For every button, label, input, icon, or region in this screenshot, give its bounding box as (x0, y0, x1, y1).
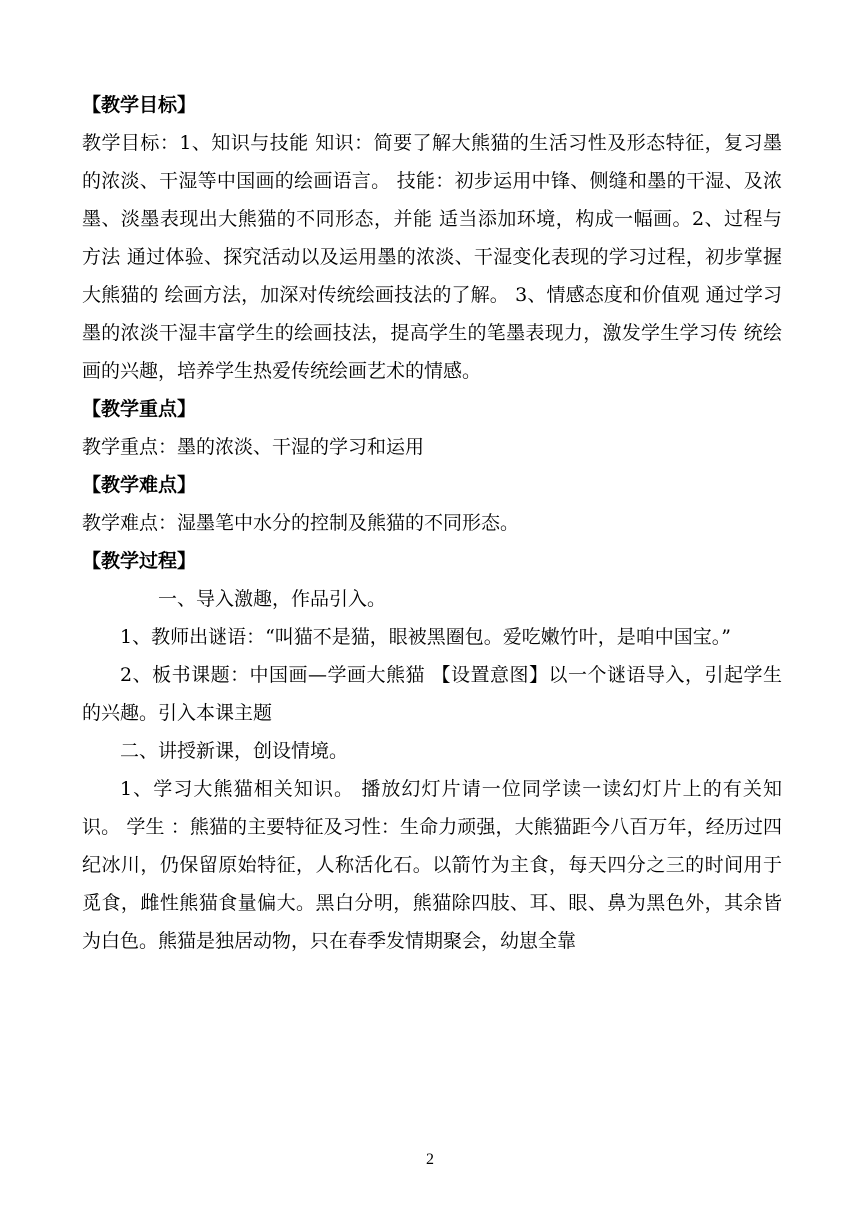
process-step2-item1: 1、学习大熊猫相关知识。 播放幻灯片请一位同学读一读幻灯片上的有关知识。 学生 ：熊猫的主要特征及习性：生命力顽强，大熊猫距今八百万年，经历过四纪冰川，仍保留原始特征，人称活化石。以箭竹为主食，每天四分之三的时间用于觅食，雌性熊猫食量偏大。黑白分明，熊猫除四肢、耳、眼、鼻为黑色外，其余皆为白色。熊猫是独居动物，只在春季发情期聚会，幼崽全靠 (82, 778, 782, 952)
document-body (82, 86, 782, 960)
teaching-difficulties-heading: 【教学难点】 (82, 474, 197, 496)
teaching-key-points-text: 教学重点：墨的浓淡、干湿的学习和运用 (82, 436, 425, 458)
process-step1-title: 一、导入激趣，作品引入。 (158, 588, 387, 610)
teaching-process-heading: 【教学过程】 (82, 550, 197, 572)
teaching-goals-heading: 【教学目标】 (82, 94, 197, 116)
teaching-goals-text: 教学目标：1、知识与技能 知识：简要了解大熊猫的生活习性及形态特征，复习墨的浓淡、干湿等中国画的绘画语言。 技能：初步运用中锋、侧缝和墨的干湿、及浓墨、淡墨表现出大熊猫的不同形态，并能 适当添加环境，构成一幅画。2、过程与方法 通过体验、探究活动以及运用墨的浓淡、干湿变化表现的学习过程，初步掌握大熊猫的 绘画方法，加深对传统绘画技法的了解。 3、情感态度和价值观 通过学习墨的浓淡干湿丰富学生的绘画技法，提高学生的笔墨表现力，激发学生学习传 统绘画的兴趣，培养学生热爱传统绘画艺术的情感。 (82, 132, 782, 382)
teaching-key-points-heading: 【教学重点】 (82, 398, 197, 420)
teaching-difficulties-text: 教学难点：湿墨笔中水分的控制及熊猫的不同形态。 (82, 512, 520, 534)
process-step1-item2: 2、板书课题：中国画—学画大熊猫 【设置意图】以一个谜语导入，引起学生的兴趣。引入本课主题 (82, 664, 782, 724)
page-number: 2 (426, 1151, 434, 1168)
process-step2-title: 二、讲授新课，创设情境。 (120, 740, 349, 762)
process-step1-item1: 1、教师出谜语：“叫猫不是猫，眼被黑圈包。爱吃嫩竹叶，是咱中国宝。” (120, 626, 732, 648)
